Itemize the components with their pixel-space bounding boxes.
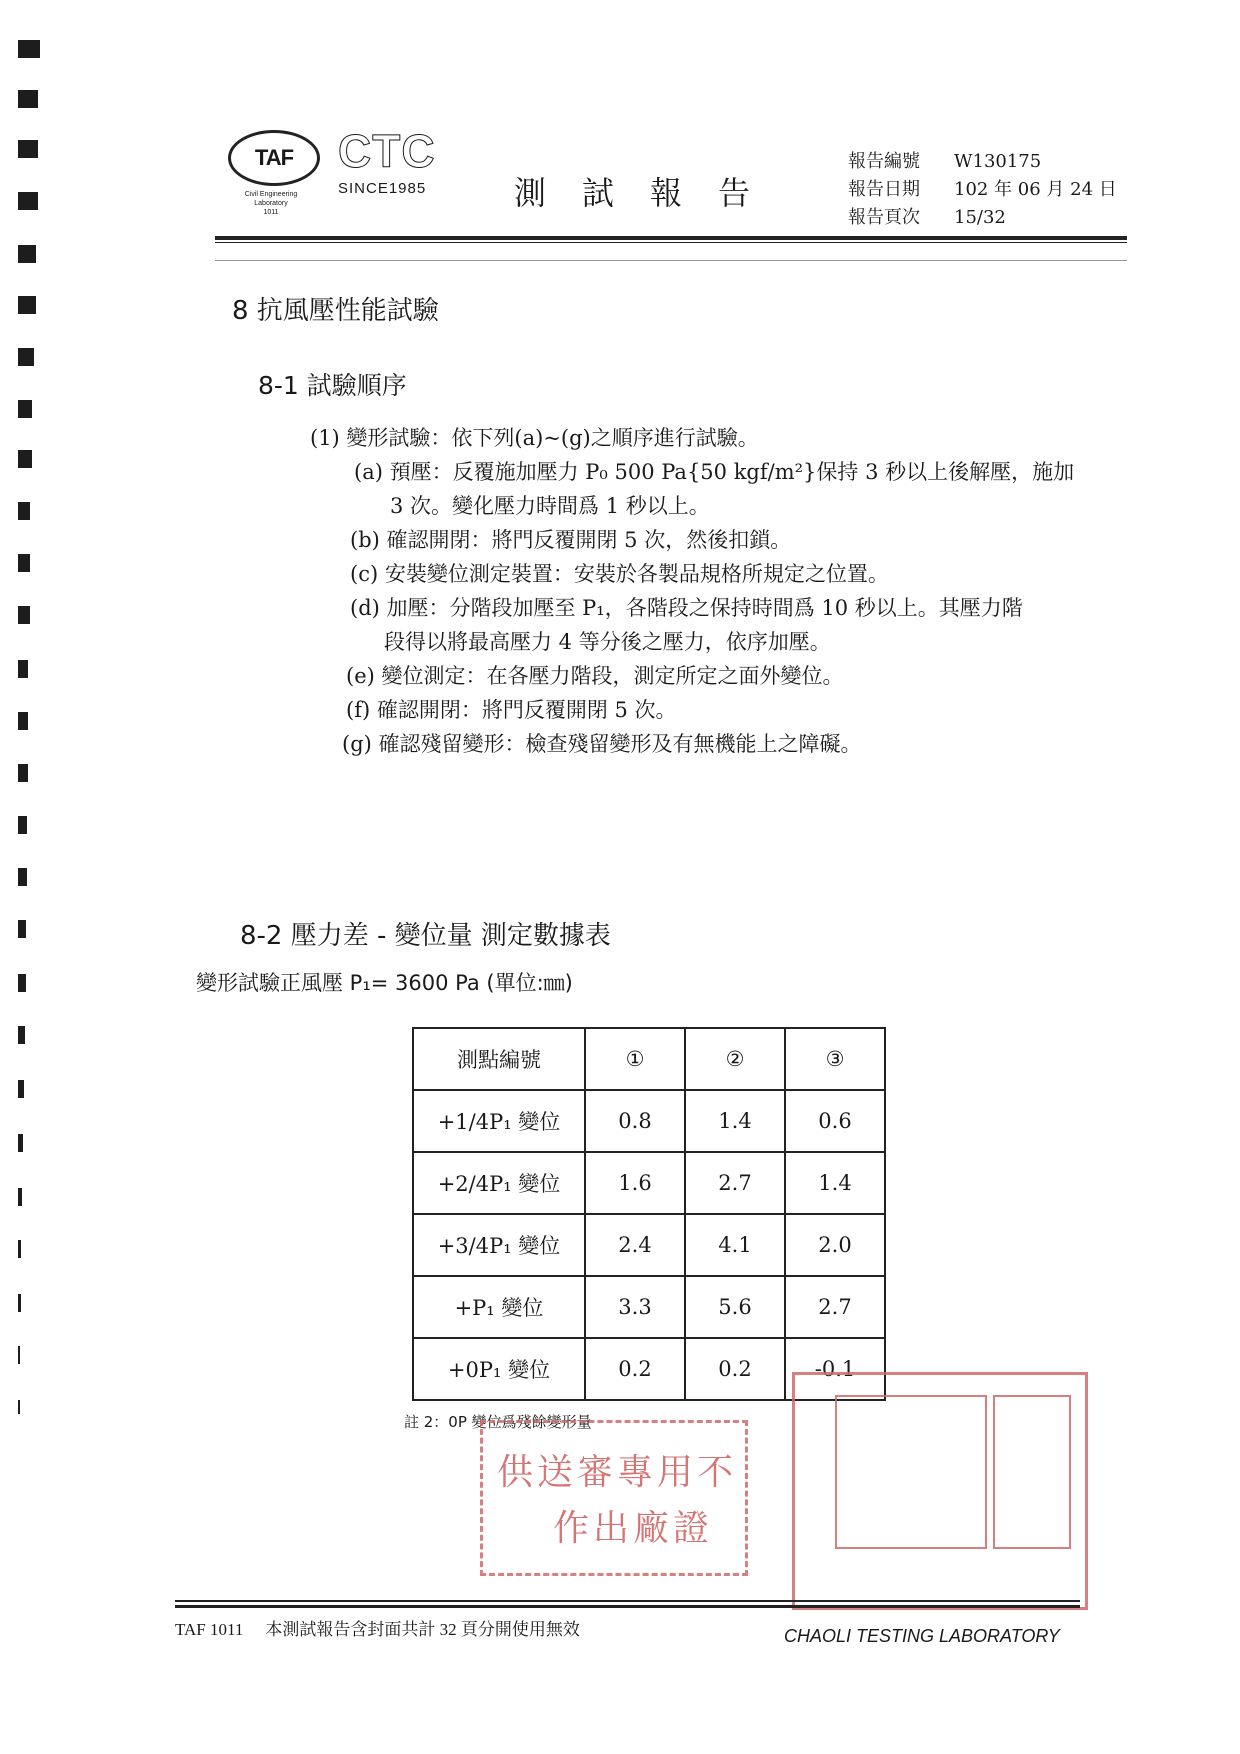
table-row [413,1276,885,1338]
table-cell: 3.3 [585,1276,685,1338]
report-page-value: 15/32 [954,207,1006,228]
table-header-cell: ① [585,1028,685,1090]
report-meta [848,148,1117,232]
footer-lab-name: CHAOLI TESTING LABORATORY [784,1626,1060,1646]
table-row [413,1152,885,1214]
stamp-line-2: 作出廠證 [553,1508,714,1549]
table-cell: 1.6 [585,1152,685,1214]
report-page-label: 報告頁次 [848,207,920,228]
report-date-value: 102 年 06 月 24 日 [954,179,1117,200]
footer-left [175,1615,580,1640]
table-header-cell: 測點編號 [413,1028,585,1090]
procedure-item-c: (c) 安裝變位測定裝置：安裝於各製品規格所規定之位置。 [350,562,889,586]
table-cell: +1/4P₁ 變位 [413,1090,585,1152]
procedure-item-a: (a) 預壓：反覆施加壓力 P₀ 500 Pa{50 kgf/m²}保持 3 秒以上後解壓，施加 [354,460,1075,484]
pressure-spec: 變形試驗正風壓 P₁= 3600 Pa (單位:㎜) [196,971,573,995]
table-cell: 2.4 [585,1214,685,1276]
table-header-cell: ③ [785,1028,885,1090]
procedure-item-a-cont: 3 次。變化壓力時間爲 1 秒以上。 [390,494,710,518]
document-title: 測試報告 [514,174,787,212]
binder-holes [18,40,78,1500]
ctc-logo [338,125,438,197]
section-8-2-heading: 8-2 壓力差 - 變位量 測定數據表 [240,921,611,951]
table-cell: 0.8 [585,1090,685,1152]
lab-seal-block [835,1395,987,1549]
table-cell: 4.1 [685,1214,785,1276]
procedure-item-b: (b) 確認開閉：將門反覆開閉 5 次，然後扣鎖。 [350,528,792,552]
report-date-label: 報告日期 [848,179,920,200]
table-cell: 2.7 [685,1152,785,1214]
footer-rule-thin [175,1600,1080,1602]
section-8-heading: 8 抗風壓性能試驗 [232,296,439,326]
table-cell: -0.1 [785,1338,885,1400]
table-cell: 1.4 [785,1152,885,1214]
taf-logo-subtitle: Civil Engineering Laboratory 1011 [244,191,298,216]
table-cell: +3/4P₁ 變位 [413,1214,585,1276]
taf-logo-mark: TAF [228,130,320,186]
table-cell: 2.7 [785,1276,885,1338]
table-note: 註 2：0P 變位爲殘餘變形量 [404,1413,592,1431]
table-cell: 0.6 [785,1090,885,1152]
report-date-row [848,176,1117,204]
header-rule-thick [215,236,1127,240]
table-row [413,1214,885,1276]
table-cell: +2/4P₁ 變位 [413,1152,585,1214]
table-cell: 1.4 [685,1090,785,1152]
procedure-item-e: (e) 變位測定：在各壓力階段，測定所定之面外變位。 [346,664,844,688]
procedure-item-d: (d) 加壓：分階段加壓至 P₁，各階段之保持時間爲 10 秒以上。其壓力階 [350,596,1023,620]
table-cell: +0P₁ 變位 [413,1338,585,1400]
table-row [413,1090,885,1152]
table-cell: 5.6 [685,1276,785,1338]
procedure-item-d-cont: 段得以將最高壓力 4 等分後之壓力，依序加壓。 [384,630,831,654]
footer-validity-note: 本測試報告含封面共計 32 頁分開使用無效 [265,1620,580,1639]
stamp-line-1: 供送審專用不 [497,1452,738,1493]
review-only-stamp [480,1420,748,1576]
test-procedure-list [310,421,1130,761]
ctc-since-text: SINCE1985 [338,180,427,197]
footer-rule-thick [175,1605,1080,1608]
procedure-item-f: (f) 確認開閉：將門反覆開閉 5 次。 [346,698,677,722]
header-rule-light [215,260,1127,261]
ctc-logo-mark: CTC [338,125,436,177]
table-header-row [413,1028,885,1090]
header-rule-thin [215,242,1127,243]
procedure-item-1: (1) 變形試驗：依下列(a)~(g)之順序進行試驗。 [310,426,759,450]
report-number-label: 報告編號 [848,151,920,172]
procedure-item-g: (g) 確認殘留變形：檢查殘留變形及有無機能上之障礙。 [342,732,862,756]
footer-lab-number: TAF 1011 [175,1620,244,1639]
table-cell: +P₁ 變位 [413,1276,585,1338]
report-number-row [848,148,1117,176]
section-8-1-heading: 8-1 試驗順序 [258,371,407,400]
report-page-row [848,204,1117,232]
table-cell: 0.2 [585,1338,685,1400]
lab-seal-small-block [993,1395,1071,1549]
taf-logo [228,130,328,217]
displacement-table [412,1027,886,1401]
table-cell: 2.0 [785,1214,885,1276]
report-number-value: W130175 [954,151,1042,172]
lab-seal-stamp [792,1372,1088,1610]
table-cell: 0.2 [685,1338,785,1400]
table-header-cell: ② [685,1028,785,1090]
